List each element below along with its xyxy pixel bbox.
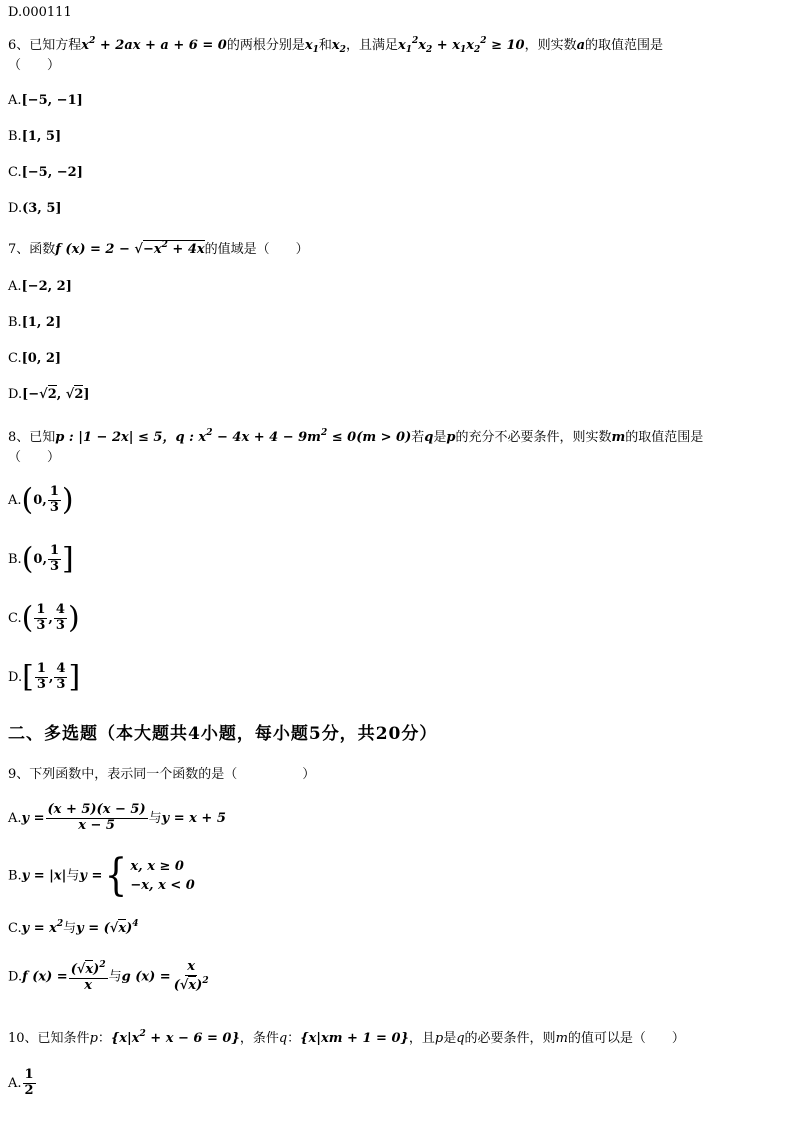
q10-number: 10、	[8, 1031, 38, 1046]
q7-option-a: A.[−2, 2]	[8, 279, 72, 294]
q10-set-q: {x|xm + 1 = 0}	[300, 1031, 409, 1046]
q8-option-b-label: B.	[8, 551, 22, 567]
q10-text-f: 的值可以是（ ）	[567, 1031, 685, 1046]
q9-a-with: 与	[148, 810, 162, 826]
q6-paren-text: （ ）	[8, 58, 61, 73]
q10-m: m	[555, 1031, 568, 1046]
q9-b-with: 与	[66, 868, 80, 884]
q6-text-a: 已知方程	[29, 38, 82, 53]
q9-option-c: $C.y = x^2$与$y = (√x)^4$	[8, 919, 139, 936]
q6-option-d: D.(3, 5]	[8, 201, 62, 216]
section-title-a: 二、多选题（本大题共	[8, 724, 188, 744]
q7-text-b: 的值域是（ ）	[204, 242, 309, 257]
q10-text-e: 的必要条件，则	[464, 1031, 556, 1046]
q6-text-e: 的取值范围是	[585, 38, 664, 53]
q6-option-c: C.[−5, −2]	[8, 165, 83, 180]
q8-condition-q: q : $x^2 - 4x + 4 - 9m^2 \le 0(m > 0)$	[175, 428, 412, 445]
q6-x1: $x_1$	[304, 38, 319, 55]
section-title-d: 分）	[401, 724, 438, 744]
q6-option-c-label: C.	[8, 165, 22, 180]
q7-option-b: B.[1, 2]	[8, 315, 62, 330]
q6-a: a	[576, 38, 586, 53]
q6-text-c: ，且满足	[345, 38, 398, 53]
q10-text-a: 已知条件	[37, 1031, 90, 1046]
q8-stem: 8、已知p : |1 − 2x| ≤ 5，q : $x^2 - 4x + 4 - 9m^2 \le 0(m > 0)$若q是p的充分不必要条件，则实数m的取值范围是	[8, 428, 704, 445]
q8-condition-p: p : |1 − 2x| ≤ 5，	[55, 430, 176, 445]
q8-number: 8、	[8, 430, 30, 445]
q6-option-b: B.[1, 5]	[8, 129, 62, 144]
q8-paren-text: （ ）	[8, 450, 61, 465]
q9-c-with: 与	[63, 921, 77, 936]
q7-number: 7、	[8, 242, 30, 257]
q8-text-a: 已知	[29, 430, 56, 445]
q10-set-p: $\{x|x^2 + x - 6 = 0\}$	[110, 1029, 240, 1046]
q8-text-d: 的充分不必要条件，则实数	[455, 430, 612, 445]
q10-p2: p	[434, 1031, 444, 1046]
q6-option-a-label: A.	[8, 93, 22, 108]
q6-text-d: ，则实数	[524, 38, 577, 53]
q9-option-b: B.y = |x|与y ={ x, x ≥ 0 −x, x < 0	[8, 850, 195, 901]
q10-stem: 10、已知条件p：$\{x|x^2 + x - 6 = 0\}$，条件q：{x|xm + 1 = 0}，且p是q的必要条件，则m的值可以是（ ）	[8, 1029, 685, 1046]
q7-option-a-label: A.	[8, 279, 22, 294]
q8-text-e: 的取值范围是	[625, 430, 704, 445]
section-heading	[8, 726, 437, 743]
q9-text: 下列函数中，表示同一个函数的是（ ）	[29, 767, 316, 782]
prev-option-d	[8, 6, 72, 19]
q8-option-b: B.(0, $\frac{1}{3}$ ]	[8, 541, 74, 577]
q7-function: f $(x) = 2 - √-x^2 + 4x$	[55, 240, 205, 257]
q9-number: 9、	[8, 767, 30, 782]
q8-option-a: A.(0, $\frac{1}{3}$ )	[8, 482, 74, 518]
q10-q2: q	[456, 1031, 465, 1046]
q10-p: p	[89, 1031, 98, 1046]
q7-option-d-label: D.	[8, 387, 23, 402]
q8-option-c-label: C.	[8, 610, 22, 626]
q6-inequality: $x_1^2x_2 + x_1x_2^2 \ge 10$	[397, 36, 525, 55]
section-title-b: 小题，每小题	[200, 724, 309, 744]
q10-option-a-label: A.	[8, 1075, 22, 1091]
q6-and: 和	[318, 38, 332, 53]
q10-text-d: 是	[443, 1031, 457, 1046]
q7-option-d: D.[−√2, √2]	[8, 387, 90, 402]
q8-option-a-label: A.	[8, 492, 22, 508]
q8-option-c: C.( $\frac{1}{3}$ , $\frac{4}{3}$ )	[8, 600, 80, 636]
q10-q: q	[278, 1031, 288, 1046]
q7-stem	[8, 241, 309, 256]
q8-option-d-label: D.	[8, 669, 23, 685]
q8-text-c: 是	[433, 430, 447, 445]
q9-option-a: A.y = $\frac{(x + 5)(x - 5)}{x - 5}$ 与y = x + 5	[8, 802, 226, 833]
q7-option-c: C.[0, 2]	[8, 351, 62, 366]
q10-text-b: ，条件	[239, 1031, 279, 1046]
q8-paren	[8, 451, 60, 464]
q9-option-c-label: C.	[8, 921, 22, 936]
section-points-each: 5	[308, 724, 322, 744]
section-count: 4	[188, 724, 201, 744]
q8-text-b: 若	[411, 430, 425, 445]
q9-stem	[8, 768, 315, 781]
q9-option-a-label: A.	[8, 810, 22, 826]
q10-option-a: A. $\frac{1}{2}$	[8, 1067, 34, 1098]
section-points-total: 20	[375, 724, 402, 744]
q7-text-a: 函数	[29, 242, 56, 257]
q6-paren	[8, 59, 60, 72]
q8-option-d: D.[ $\frac{1}{3}$ , $\frac{4}{3}$ ]	[8, 659, 81, 695]
q6-number: 6、	[8, 38, 30, 53]
q6-x2: $x_2$	[331, 38, 346, 55]
q6-equation: $x^2 + 2ax + a + 6 = 0$	[81, 36, 227, 53]
q10-text-c: ，且	[408, 1031, 435, 1046]
q6-text-b: 的两根分别是	[226, 38, 305, 53]
q9-option-d: D.f (x) = $\frac{(√x)^2}{x}$ 与g (x) = $\frac{x}{(√x)^2}$	[8, 959, 209, 993]
q7-option-b-label: B.	[8, 315, 22, 330]
q6-stem	[8, 37, 663, 55]
q7-option-c-label: C.	[8, 351, 22, 366]
q6-option-b-label: B.	[8, 129, 22, 144]
q9-option-d-label: D.	[8, 969, 23, 985]
section-title-c: 分，共	[321, 724, 376, 744]
q10-colon: ：	[97, 1031, 111, 1046]
prev-option-text: D.000111	[8, 5, 72, 20]
q9-option-b-label: B.	[8, 868, 22, 884]
q6-option-d-label: D.	[8, 201, 23, 216]
q6-option-a: A.[−5, −1]	[8, 93, 83, 108]
q9-d-with: 与	[108, 969, 122, 985]
